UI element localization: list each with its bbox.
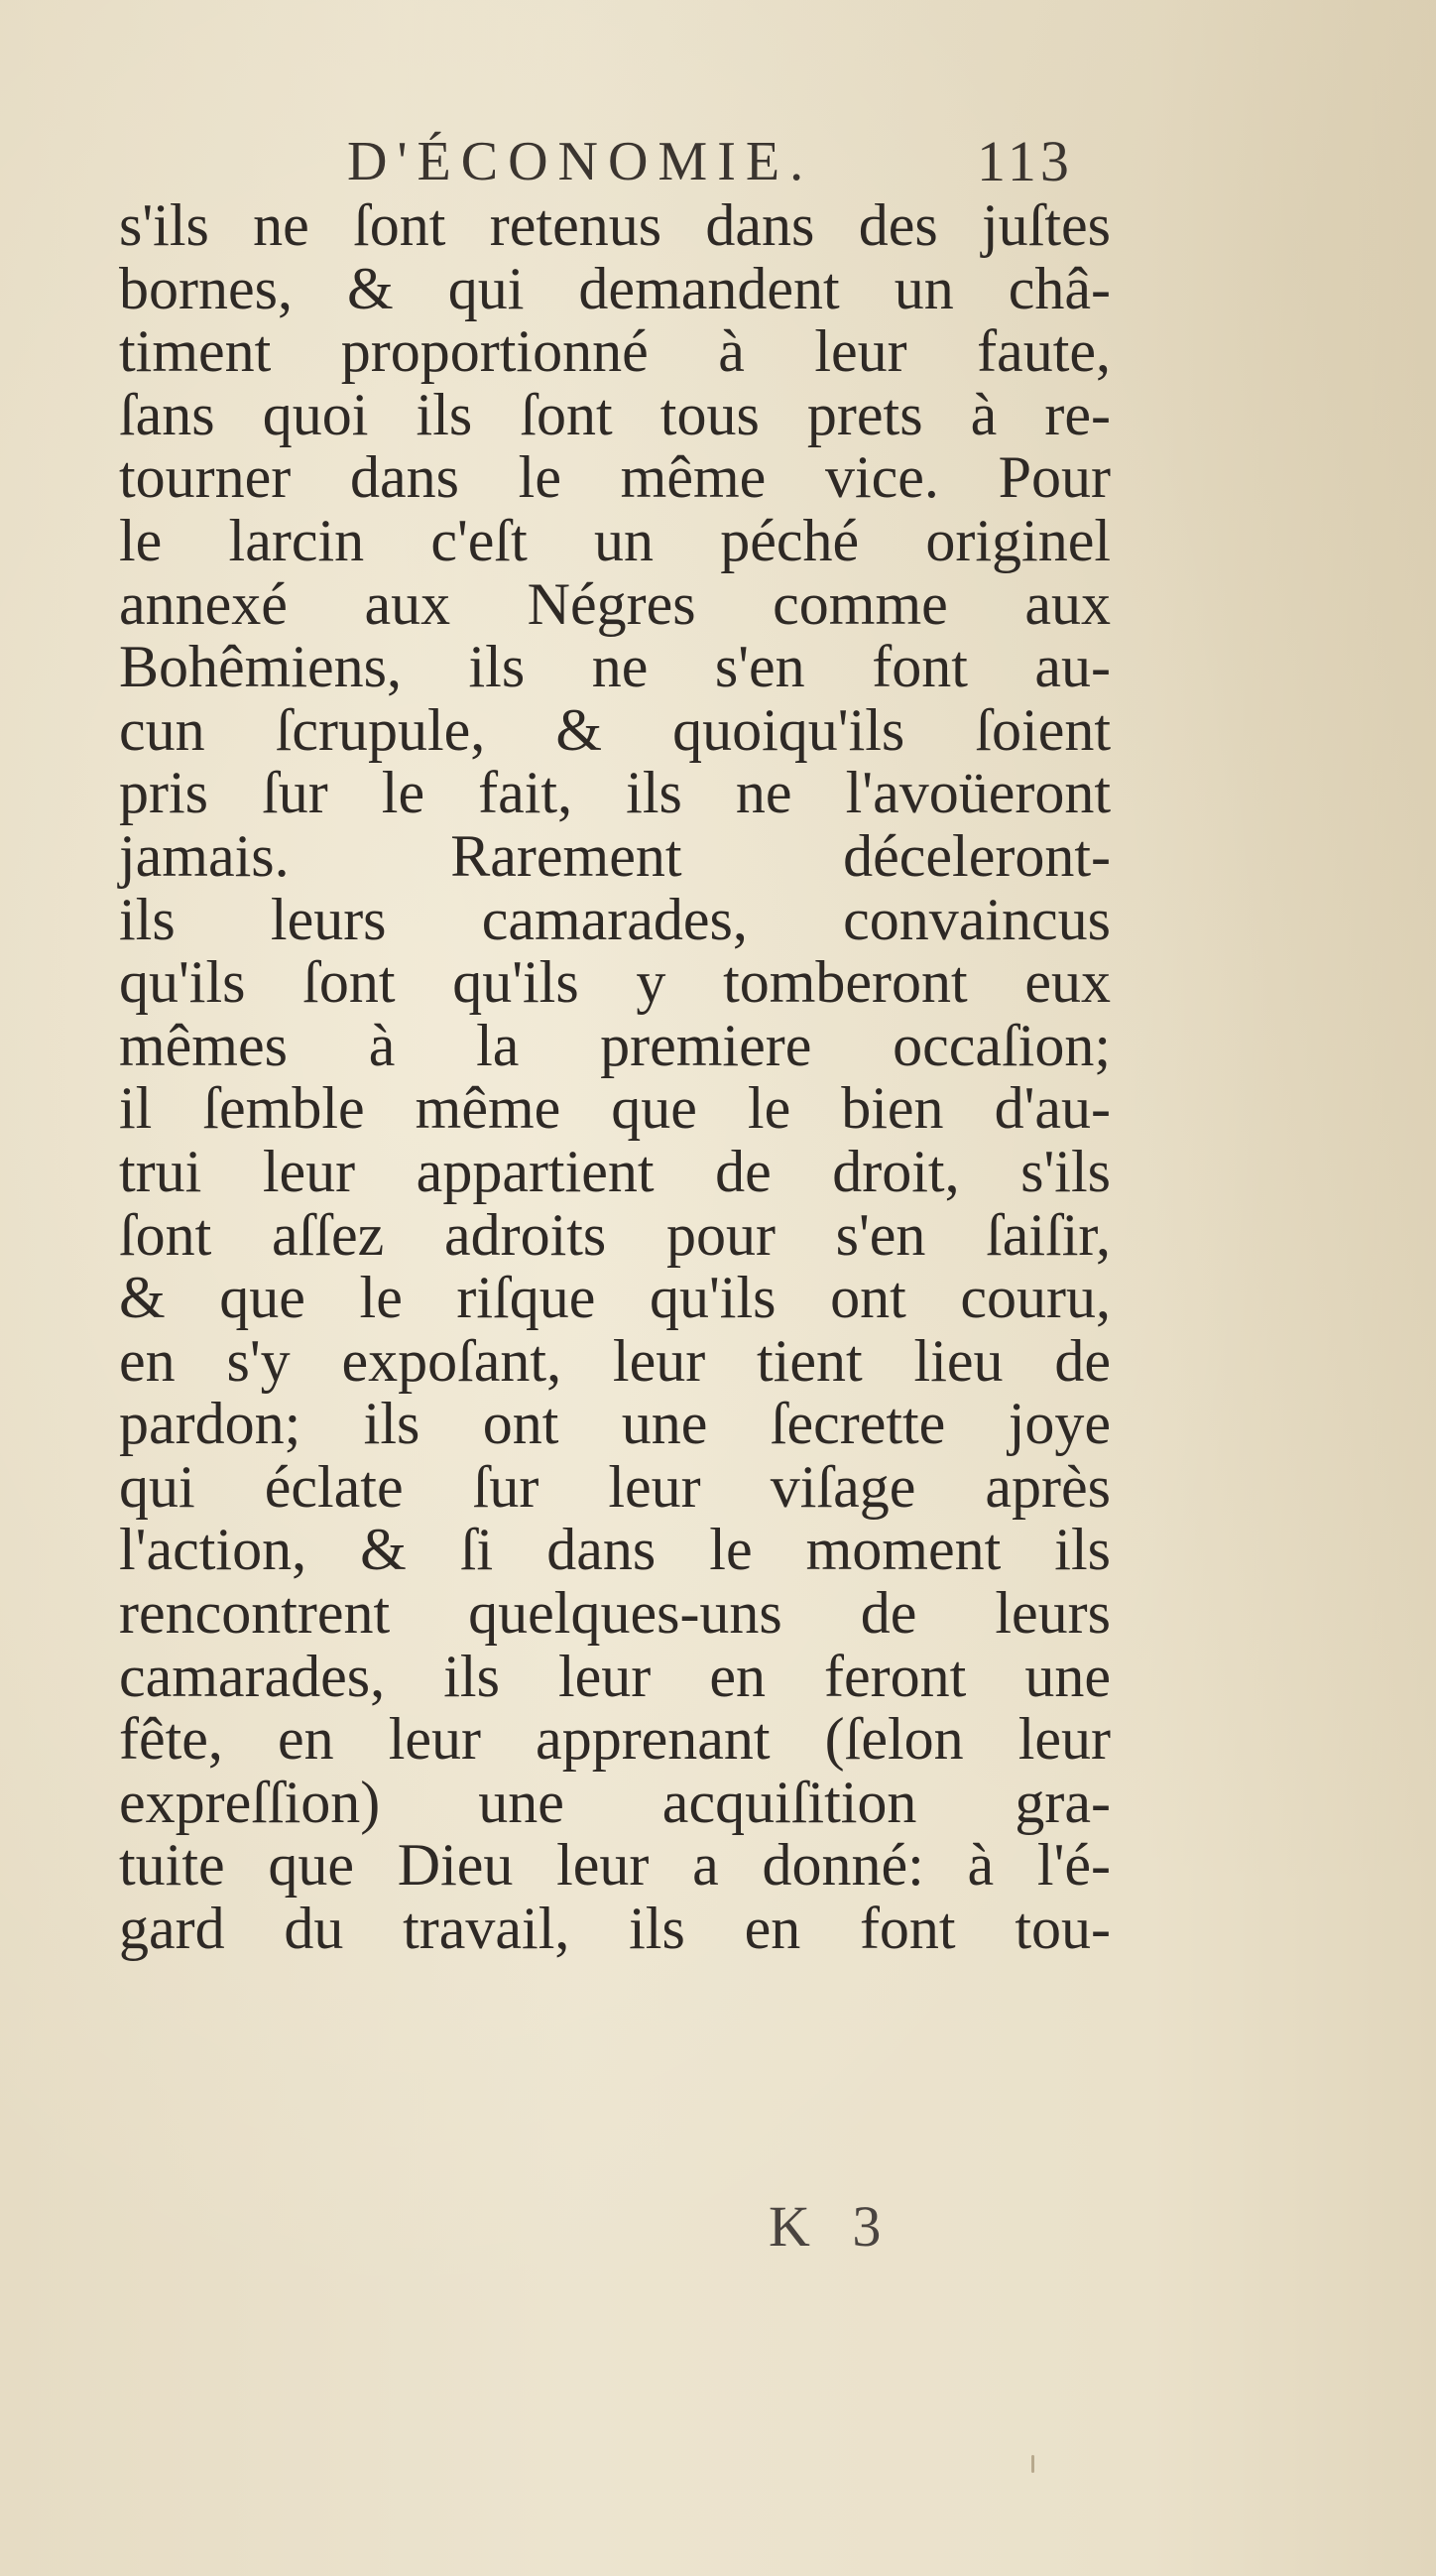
text-line: s'ils ne ſont retenus dans des juſtes bbox=[119, 192, 1111, 258]
text-line: & que le riſque qu'ils ont couru, bbox=[119, 1265, 1111, 1331]
text-line: bornes, & qui demandent un châ- bbox=[119, 255, 1111, 321]
page-number: 113 bbox=[977, 129, 1073, 193]
text-line: ils leurs camarades, convaincus bbox=[119, 886, 1111, 952]
text-line: qu'ils ſont qu'ils y tomberont eux bbox=[119, 949, 1111, 1016]
text-line: qui éclate ſur leur viſage après bbox=[119, 1453, 1111, 1520]
text-line: camarades, ils leur en feront une bbox=[119, 1643, 1111, 1709]
text-line: Bohêmiens, ils ne s'en font au- bbox=[119, 634, 1111, 700]
text-line: pris ſur le fait, ils ne l'avoüeront bbox=[119, 760, 1111, 826]
text-line: tuite que Dieu leur a donné: à l'é- bbox=[119, 1832, 1111, 1899]
text-line: annexé aux Négres comme aux bbox=[119, 570, 1111, 637]
signature-mark: K 3 bbox=[769, 2194, 896, 2259]
text-line: jamais. Rarement déceleront- bbox=[119, 822, 1111, 889]
running-title: D'ÉCONOMIE. bbox=[347, 131, 814, 192]
paper-speck bbox=[1031, 2455, 1034, 2473]
text-line: en s'y expoſant, leur tient lieu de bbox=[119, 1327, 1111, 1394]
text-line: expreſſion) une acquiſition gra- bbox=[119, 1769, 1111, 1835]
text-line: le larcin c'eſt un péché originel bbox=[119, 507, 1111, 573]
text-line: ſans quoi ils ſont tous prets à re- bbox=[119, 381, 1111, 447]
page-header bbox=[0, 127, 1436, 196]
text-line: mêmes à la premiere occaſion; bbox=[119, 1012, 1111, 1078]
text-line: tourner dans le même vice. Pour bbox=[119, 444, 1111, 511]
text-line: gard du travail, ils en font tou- bbox=[119, 1896, 1111, 1962]
text-line: il ſemble même que le bien d'au- bbox=[119, 1075, 1111, 1142]
text-line: pardon; ils ont une ſecrette joye bbox=[119, 1391, 1111, 1457]
text-line: cun ſcrupule, & quoiqu'ils ſoient bbox=[119, 696, 1111, 763]
text-line: ſont aſſez adroits pour s'en ſaiſir, bbox=[119, 1201, 1111, 1268]
text-line: rencontrent quelques-uns de leurs bbox=[119, 1580, 1111, 1647]
text-line: timent proportionné à leur faute, bbox=[119, 318, 1111, 385]
text-line: l'action, & ſi dans le moment ils bbox=[119, 1517, 1111, 1583]
text-line: fête, en leur apprenant (ſelon leur bbox=[119, 1706, 1111, 1773]
body-text bbox=[119, 194, 1111, 1961]
text-line: trui leur appartient de droit, s'ils bbox=[119, 1138, 1111, 1204]
